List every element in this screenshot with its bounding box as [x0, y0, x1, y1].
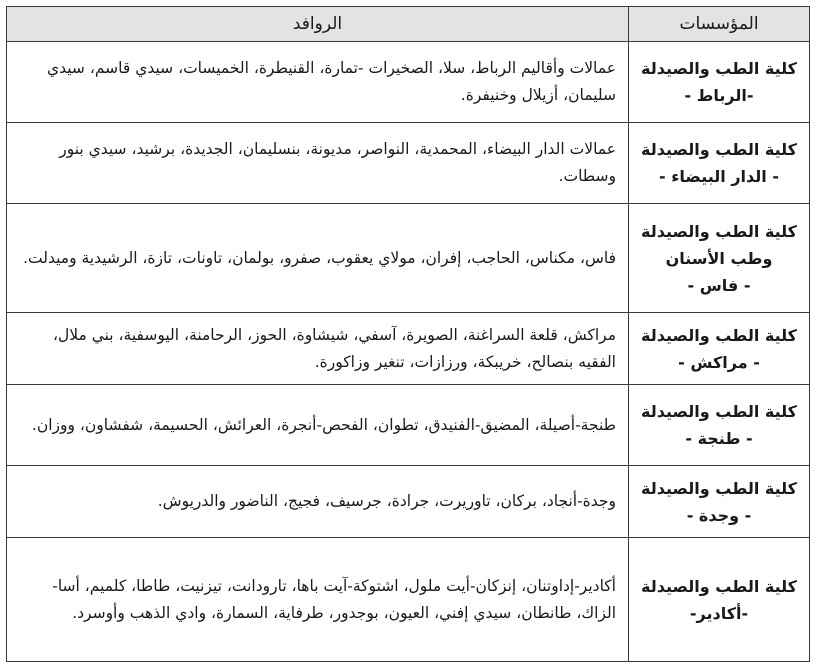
territories-cell: عمالات وأقاليم الرباط، سلا، الصخيرات -تمارة، القنيطرة، الخميسات، سيدي قاسم، سيدي سليمان، أزيلال وخنيفرة.: [7, 42, 629, 123]
header-territories: الروافد: [7, 7, 629, 42]
institution-name: كلية الطب والصيدلة: [641, 576, 797, 596]
territories-cell: طنجة-أصيلة، المضيق-الفنيدق، تطوان، الفحص-أنجرة، العرائش، الحسيمة، شفشاون، ووزان.: [7, 385, 629, 466]
territories-cell: عمالات الدار البيضاء، المحمدية، النواصر، مديونة، بنسليمان، الجديدة، برشيد، سيدي بنور وسطات.: [7, 123, 629, 204]
institution-name: كلية الطب والصيدلة: [641, 59, 797, 78]
institution-name: كلية الطب والصيدلة: [641, 140, 797, 159]
institution-name: كلية الطب والصيدلة: [641, 325, 797, 345]
table-header-row: [7, 7, 810, 42]
institution-city: - وجدة -: [686, 505, 752, 525]
territories-cell: وجدة-أنجاد، بركان، تاوريرت، جرادة، جرسيف، فجيج، الناضور والدريوش.: [7, 466, 629, 538]
table-row: [7, 313, 810, 385]
institution-cell: [629, 42, 810, 123]
territories-cell: مراكش، قلعة السراغنة، الصويرة، آسفي، شيشاوة، الحوز، الرحامنة، اليوسفية، بني ملال، الفقيه بنصالح، خريبكة، ورزازات، تنغير وزاكورة.: [7, 313, 629, 385]
institution-city: - فاس -: [687, 275, 751, 295]
territories-cell: فاس، مكناس، الحاجب، إفران، مولاي يعقوب، صفرو، بولمان، تاونات، تازة، الرشيدية وميدلت.: [7, 204, 629, 313]
table-row: [7, 538, 810, 662]
table-row: [7, 42, 810, 123]
institution-cell: [629, 204, 810, 313]
institution-name: كلية الطب والصيدلة: [641, 221, 797, 241]
institution-name: كلية الطب والصيدلة: [641, 402, 797, 421]
institution-city: -الرباط -: [684, 86, 754, 105]
table-row: [7, 385, 810, 466]
table-row: [7, 466, 810, 538]
table-row: [7, 204, 810, 313]
territories-cell: أكادير-إداوتنان، إنزكان-أيت ملول، اشتوكة-آيت باها، تارودانت، تيزنيت، طاطا، كلميم، أسا-الزاك، طانطان، سيدي إفني، العيون، بوجدور، طرفاية، السمارة، وادي الذهب وأوسرد.: [7, 538, 629, 662]
faculty-territories-table: [6, 6, 810, 662]
institution-city: - مراكش -: [678, 352, 760, 372]
institution-name: كلية الطب والصيدلة: [641, 478, 797, 498]
institution-cell: [629, 385, 810, 466]
institution-subname: وطب الأسنان: [665, 248, 773, 268]
institution-cell: [629, 123, 810, 204]
institution-cell: [629, 538, 810, 662]
institution-city: - طنجة -: [685, 429, 753, 448]
institution-city: - الدار البيضاء -: [659, 167, 779, 186]
institution-city: -أكادير-: [689, 603, 749, 623]
institution-cell: [629, 466, 810, 538]
table-row: [7, 123, 810, 204]
header-institutions: المؤسسات: [629, 7, 810, 42]
institution-cell: [629, 313, 810, 385]
